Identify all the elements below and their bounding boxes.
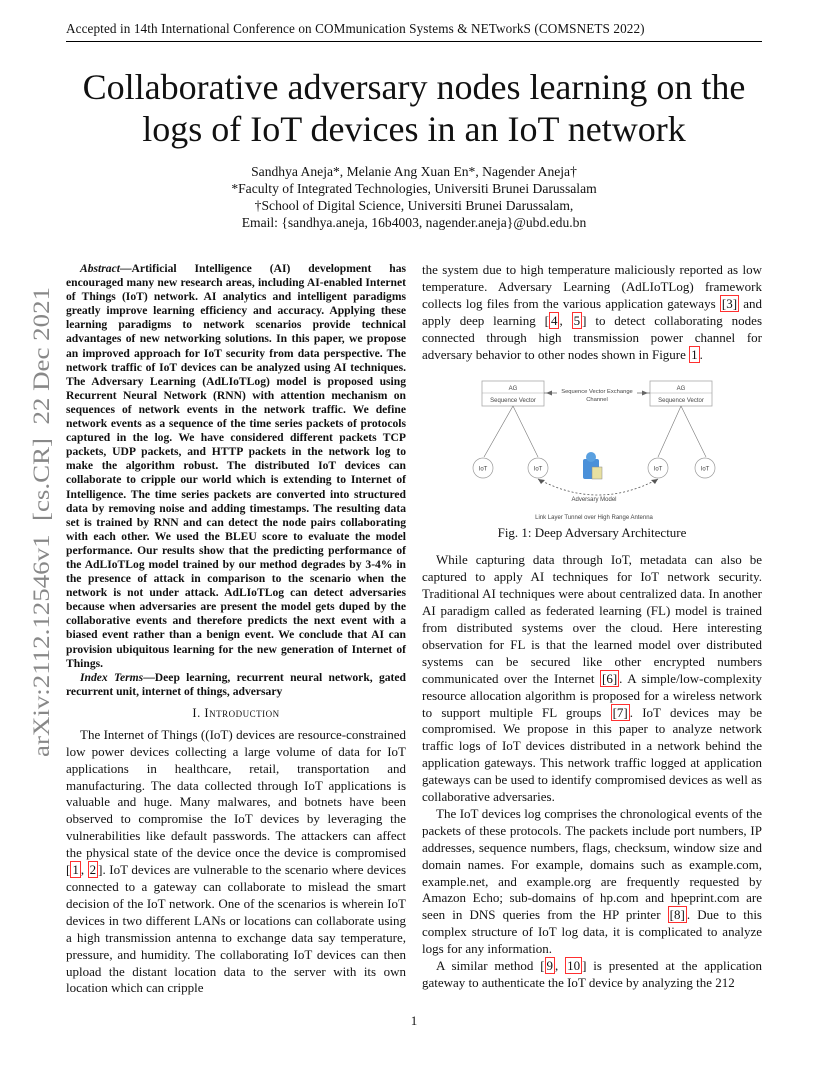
citation-link[interactable]: 9 (546, 958, 554, 974)
conference-header: Accepted in 14th International Conference on COMmunication Systems & NETworkS (COMSNETS 2022) (66, 21, 645, 36)
citation-link[interactable]: 4 (550, 312, 558, 328)
figure-caption: Fig. 1: Deep Adversary Architecture (497, 525, 687, 541)
citation-link[interactable]: 1 (72, 862, 79, 878)
citation-link[interactable]: [6] (601, 670, 618, 686)
iot-node-label: IoT (533, 466, 543, 473)
link-layer-label: Link Layer Tunnel over High Range Antenna (535, 515, 653, 522)
sequence-vector-right: Sequence Vector (658, 398, 704, 405)
section-heading: I. Introduction (192, 705, 280, 720)
citation-link[interactable]: [3] (721, 295, 738, 311)
header-rule (66, 41, 762, 42)
right-column (422, 262, 762, 992)
arxiv-identifier: arXiv:2112.12546v1 [cs.CR] 22 Dec 2021 (29, 355, 54, 757)
iot-node-label: IoT (700, 466, 710, 473)
abstract-label: Abstract (80, 262, 120, 275)
exchange-channel-label-2: Channel (586, 397, 608, 404)
abstract-text: —Artificial Intelligence (AI) development has encouraged many new research areas, including AI-enabled Internet of Things (IoT) network. AI analytics and intelligent paradigms greatly improve learning efficiency and accuracy. Applying these learning paradigms to network scenarios provide technical advantages of new networking solutions. In this paper, we propose an improved approach for IoT security from data perspective. The network traffic of IoT devices can be analyzed using AI techniques. The Adversary Learning (AdLIoTLog) model is proposed using Recurrent Neural Network (RNN) with attention mechanism on sequences of network events in the network traffic. We define network events as a sequence of the time series packets of protocols captured in the log. We have considered different packets TCP packets, UDP packets, and HTTP packets in the network log to make the algorithm robust. The distributed IoT devices can collaborate to cripple our world which is extending to Internet of Intelligence. The time series packets are converted into structured data by removing noise and adding timestamps. The resulting data set is trained by RNN and can detect the node pairs collaborating with each other. We used the BLEU score to evaluate the model performance. Our results show that the predicting performance of the AdLIoTLog model trained by our method degrades by 3-4% in the presence of attack in comparison to the scenario when the network is not under attack. AdLIoTLog can detect adversaries because when adversaries are present the model gets duped by the collaborative events and therefore predicts the next event with a biased event rather than a benign event. We conclude that AI can provision ubiquitous learning for the new generation of Internet of Things. (66, 262, 406, 670)
citation-link[interactable]: 5 (573, 312, 581, 328)
author-block (60, 163, 768, 231)
citation-link[interactable]: 2 (89, 862, 97, 878)
adversary-model-label: Adversary Model (571, 497, 617, 504)
intro-paragraph-1-cont: the system due to high temperature maliciously reported as low temperature. Adversary Learning (AdLIoTLog) framework collects log files from the various application gateways [3] and apply deep learning [ 4 , 5 ] to detect collaborating nodes connected through high transmission power channel for adversary behavior to other nodes shown in Figure 1 . (422, 262, 763, 362)
author-email: Email: {sandhya.aneja, 16b4003, nagender.aneja}@ubd.edu.bn (241, 215, 587, 230)
figure-link[interactable]: 1 (691, 346, 698, 362)
page-number: 1 (410, 1013, 418, 1028)
arxiv-sidebar (22, 287, 58, 757)
abstract (66, 262, 406, 671)
sequence-vector-left: Sequence Vector (490, 398, 536, 405)
intro-paragraph-3: The IoT devices log comprises the chronological events of the packets of these protocols. The packets include port numbers, IP addresses, sequence numbers, flags, checksum, window size and domain names. For example, domains such as example.com, example.net, and example.org are frequently requested by Amazon Echo; sub-domains of hp.com and hpeprint.com are seen in DNS queries from the HP printer [8] . Due to this complex structure of IoT log data, it is complicated to analyze logs for any information. (422, 805, 762, 957)
intro-paragraph-1: The Internet of Things ((IoT) devices are resource-constrained low power devices collecting a large volume of data for IoT applications in healthcare, retail, transportation and manufacturing. The data collected through IoT applications is valuable and huge. Many malwares, and botnets have been observed to compromise the IoT devices by leveraging the vulnerabilities like default passwords. The attackers can affect the physical state of the device once the device is compromised [ 1 , 2 ]. IoT devices are vulnerable to the scenario where devices connected to a gateway can collaborate to mislead the smart decision of the IoT network. One of the scenarios is wherein IoT devices in two different LANs or locations can collaborate using a high transmission antenna to exchange data say temperature, pressure, and humidity. The collaborating IoT devices can then upload the distant location data to the server with its own location which can cripple (66, 726, 407, 996)
citation-link[interactable]: [7] (612, 704, 628, 720)
left-column (66, 262, 406, 997)
iot-node-label: IoT (478, 466, 488, 473)
index-terms-text: —Deep learning, recurrent neural network, gated recurrent unit, internet of things, adversary (66, 670, 406, 698)
architecture-figure (422, 373, 762, 523)
author-names: Sandhya Aneja*, Melanie Ang Xuan En*, Nagender Aneja† (251, 164, 577, 179)
adversary-user-icon (583, 452, 602, 479)
high-range-tunnel (538, 479, 658, 495)
exchange-channel-label-1: Sequence Vector Exchange (561, 389, 633, 396)
intro-paragraph-4: A similar method [ 9 , 10 ] is presented at the application gateway to authenticate the IoT device by analyzing the 212 (422, 958, 762, 990)
gateway-label-right: AG (676, 386, 686, 393)
citation-link[interactable]: [8] (669, 907, 685, 923)
index-terms-label: Index Terms (80, 670, 144, 684)
intro-paragraph-2: While capturing data through IoT, metadata can also be captured to apply AI techniques for IoT network security. Traditional AI techniques were about centralized data. In another AI paradigm called as federated learning (FL) model is trained from distributed systems over the cloud. Here interesting observation for FL is that the learned model over distributed systems can be secured like other encrypted numbers communicated over the Internet [6] . A simple/low-complexity resource allocation algorithm is proposed for a wireless network to support multiple FL groups [7] . IoT devices may be compromised. We propose in this paper to analyze network traffic logs of IoT devices distributed in a network behind the application gateways. This network traffic logged at application gateways can be used to identify compromised devices as well as collaborative adversaries. (422, 552, 762, 805)
author-affiliation-2: †School of Digital Science, Universiti Brunei Darussalam, (254, 198, 574, 213)
gateway-label-left: AG (508, 386, 518, 393)
index-terms (66, 671, 406, 699)
citation-link[interactable]: 10 (567, 958, 581, 974)
paper-title: Collaborative adversary nodes learning on the logs of IoT devices in an IoT network (82, 67, 746, 149)
iot-node-label: IoT (653, 466, 663, 473)
author-affiliation-1: *Faculty of Integrated Technologies, Universiti Brunei Darussalam (231, 181, 597, 196)
